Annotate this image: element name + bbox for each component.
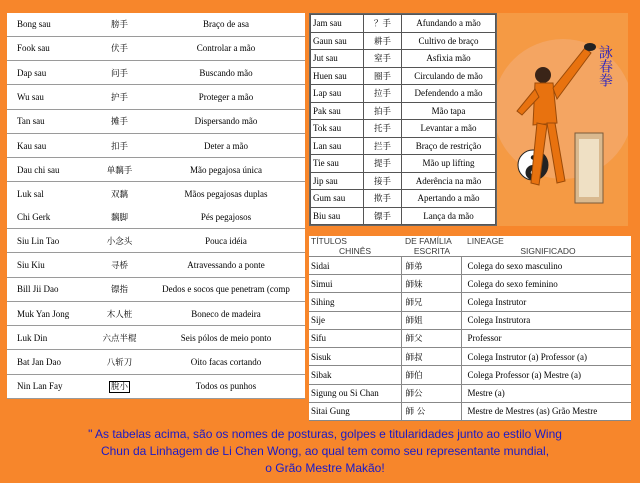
- postures-table-top-right: [309, 13, 497, 226]
- term-meaning: [147, 326, 305, 350]
- term-name-text: Siu Lin Tao: [17, 235, 60, 246]
- term-meaning-text: Controlar a mão: [196, 43, 256, 54]
- term-name-text: Kau sau: [17, 140, 47, 151]
- table-row: [311, 155, 496, 173]
- chinese-characters: [401, 366, 461, 384]
- postures-table-left: [7, 13, 305, 399]
- table-row: [311, 120, 496, 138]
- header-de-familia: DE FAMÍLIA: [405, 236, 452, 246]
- term-meaning: [147, 61, 305, 85]
- chinese-characters-text: 師父: [405, 334, 423, 345]
- term-name: [311, 137, 364, 155]
- chinese-characters-text: 摊手: [110, 117, 128, 128]
- chinese-characters: [92, 36, 147, 60]
- chinese-characters-text: 師公: [405, 389, 423, 400]
- chinese-characters: [401, 329, 461, 347]
- chinese-characters-text: 拍手: [373, 106, 391, 117]
- term-meaning: [402, 85, 496, 103]
- chinese-characters-text: 揿手: [373, 194, 391, 205]
- term-name: [309, 402, 401, 420]
- term-meaning: [402, 172, 496, 190]
- chinese-characters-text: 问手: [110, 68, 128, 79]
- term-meaning: [461, 402, 631, 420]
- term-meaning-text: Pés pegajosos: [200, 211, 252, 222]
- chinese-characters: [401, 402, 461, 420]
- chinese-characters: [401, 275, 461, 293]
- term-name: [7, 13, 92, 36]
- chinese-characters-text: 扣手: [110, 141, 128, 152]
- term-name-text: Bat Jan Dao: [17, 357, 61, 368]
- term-name: [311, 15, 364, 33]
- chinese-characters: [364, 172, 402, 190]
- term-name: [7, 182, 92, 205]
- term-meaning-text: Proteger a mão: [198, 91, 254, 102]
- term-name-text: Sifu: [311, 333, 327, 344]
- chinese-characters-text: 护手: [110, 92, 128, 103]
- term-name-text: Sitai Gung: [311, 406, 350, 417]
- table-header-row: [309, 246, 631, 257]
- term-meaning-text: Mão pegajosa única: [190, 164, 262, 175]
- chinese-characters: [364, 102, 402, 120]
- term-name-text: Jut sau: [313, 53, 338, 64]
- table-row: [309, 311, 631, 329]
- table-row: [7, 158, 305, 182]
- term-name-text: Sisuk: [311, 351, 332, 362]
- term-name-text: Sidai: [311, 260, 330, 271]
- term-meaning: [461, 348, 631, 366]
- term-meaning: [461, 329, 631, 347]
- term-meaning-text: Mestre de Mestres (as) Grão Mestre: [467, 406, 598, 417]
- term-name-text: Lap sau: [313, 88, 342, 99]
- table-row: [311, 32, 496, 50]
- master-kick-illustration: [497, 13, 628, 226]
- chinese-characters-text: 寻桥: [110, 260, 128, 271]
- term-name-text: Gaun sau: [313, 35, 347, 46]
- term-meaning: [147, 301, 305, 325]
- chinese-characters: [364, 207, 402, 225]
- term-meaning-text: Colega Instrutora: [467, 315, 531, 326]
- term-name: [7, 36, 92, 60]
- chinese-characters-text: 托手: [373, 124, 391, 135]
- term-name-text: Dap sau: [17, 67, 47, 78]
- term-meaning-text: Circulando de mão: [414, 70, 483, 81]
- term-meaning: [147, 85, 305, 109]
- chinese-characters: [364, 120, 402, 138]
- term-name: [7, 277, 92, 301]
- term-meaning: [402, 137, 496, 155]
- term-meaning: [147, 374, 305, 398]
- chinese-characters: [401, 257, 461, 275]
- chinese-characters-text: 镖手: [373, 211, 391, 222]
- term-meaning-text: Colega do sexo feminino: [467, 278, 558, 289]
- chinese-characters-text: 師弟: [405, 261, 423, 272]
- chinese-characters-text: 耕手: [373, 36, 391, 47]
- term-meaning-text: Colega Instrutor (a) Professor (a): [467, 351, 587, 362]
- term-meaning-text: Cultivo de braço: [418, 35, 479, 46]
- term-meaning-text: Mão tapa: [431, 105, 466, 116]
- caption-line-1: " As tabelas acima, são os nomes de posturas, golpes e titularidades junto ao estilo Wing: [88, 427, 562, 441]
- term-meaning-text: Defendendo a mão: [414, 88, 483, 99]
- chinese-characters-text: 膀手: [110, 20, 128, 31]
- table-row: [7, 61, 305, 85]
- table-row: [7, 205, 305, 228]
- chinese-characters: [92, 205, 147, 228]
- chinese-characters-text: 窒手: [373, 54, 391, 65]
- term-name: [309, 311, 401, 329]
- term-name-text: Sihing: [311, 297, 335, 308]
- table-row: [7, 182, 305, 205]
- term-meaning-text: Deter a mão: [204, 140, 248, 151]
- term-meaning: [461, 311, 631, 329]
- term-meaning-text: Braço de asa: [203, 19, 249, 30]
- chinese-characters: [92, 350, 147, 374]
- term-meaning: [147, 253, 305, 277]
- chinese-characters: [92, 61, 147, 85]
- table-row: [311, 207, 496, 225]
- chinese-characters-text: 圈手: [373, 71, 391, 82]
- chinese-characters-text: 伏手: [110, 44, 128, 55]
- table-row: [309, 293, 631, 311]
- term-name-text: Tie sau: [313, 158, 339, 169]
- term-name: [7, 109, 92, 133]
- table-row: [7, 36, 305, 60]
- calligraphy-text: 詠春拳: [597, 45, 613, 87]
- header-lineage: LINEAGE: [467, 236, 504, 246]
- chinese-characters: [92, 133, 147, 157]
- chinese-characters-text: 小念头: [106, 236, 133, 247]
- table-row: [311, 190, 496, 208]
- term-name: [7, 253, 92, 277]
- header-significado: SIGNIFICADO: [461, 246, 631, 257]
- chinese-characters: [92, 85, 147, 109]
- term-meaning-text: Atravessando a ponte: [187, 259, 265, 270]
- table-row: [309, 348, 631, 366]
- term-meaning-text: Lança da mão: [423, 210, 474, 221]
- chinese-characters: [401, 384, 461, 402]
- term-meaning-text: Pouca idéia: [205, 235, 247, 246]
- term-meaning: [461, 366, 631, 384]
- table-row: [311, 102, 496, 120]
- table-row: [309, 384, 631, 402]
- table-row: [309, 257, 631, 275]
- chinese-characters: [364, 155, 402, 173]
- term-name: [311, 172, 364, 190]
- table-row: [309, 275, 631, 293]
- term-name-text: Biu sau: [313, 210, 341, 221]
- term-name: [311, 155, 364, 173]
- term-name: [311, 67, 364, 85]
- table-row: [7, 133, 305, 157]
- table-row: [7, 350, 305, 374]
- chinese-characters-text: 木人桩: [106, 309, 133, 320]
- term-meaning-text: Colega do sexo masculino: [467, 260, 563, 271]
- caption-text: [30, 426, 620, 477]
- term-meaning-text: Colega Professor (a) Mestre (a): [467, 369, 581, 380]
- term-name-text: Wu sau: [17, 91, 44, 102]
- term-meaning: [402, 120, 496, 138]
- term-name-text: Dau chi sau: [17, 164, 60, 175]
- caption-line-2: Chun da Linhagem de Li Chen Wong, ao qual tem como seu representante mundial,: [100, 444, 550, 458]
- term-meaning: [147, 36, 305, 60]
- term-name: [311, 102, 364, 120]
- table-row: [7, 109, 305, 133]
- chinese-characters: [364, 190, 402, 208]
- term-meaning-text: Boneco de madeira: [191, 308, 261, 319]
- term-meaning-text: Asfixia mão: [426, 53, 471, 64]
- term-meaning: [147, 133, 305, 157]
- term-name-text: Tok sau: [313, 123, 342, 134]
- chinese-characters-text: 師伯: [405, 370, 423, 381]
- chinese-characters-text: 師兄: [405, 298, 423, 309]
- term-meaning: [147, 13, 305, 36]
- term-name: [311, 120, 364, 138]
- chinese-characters-text: 拉手: [373, 89, 391, 100]
- table-row: [7, 277, 305, 301]
- term-meaning-text: Levantar a mão: [420, 123, 477, 134]
- term-name: [7, 205, 92, 228]
- term-meaning: [402, 50, 496, 68]
- table-header-row: [309, 236, 631, 246]
- header-titulos: TÍTULOS: [311, 236, 347, 246]
- chinese-characters: [92, 326, 147, 350]
- term-name: [309, 293, 401, 311]
- term-name-text: Sije: [311, 315, 326, 326]
- chinese-characters-text: 師 公: [405, 407, 426, 418]
- term-name-text: Jam sau: [313, 18, 342, 29]
- table-row: [311, 15, 496, 33]
- term-meaning: [147, 205, 305, 228]
- term-meaning: [402, 15, 496, 33]
- table-row: [309, 329, 631, 347]
- chinese-characters: [364, 50, 402, 68]
- term-name: [7, 229, 92, 253]
- term-name: [309, 348, 401, 366]
- term-meaning-text: Mão up lifting: [422, 158, 475, 169]
- term-name-text: Chi Gerk: [17, 211, 51, 222]
- term-name-text: Sibak: [311, 369, 332, 380]
- term-meaning-text: Mestre (a): [467, 388, 505, 399]
- term-meaning-text: Todos os punhos: [195, 381, 257, 392]
- chinese-characters: [92, 301, 147, 325]
- chinese-characters-text: 双黐: [110, 189, 128, 200]
- term-name-text: Jip sau: [313, 175, 338, 186]
- term-name-text: Nin Lan Fay: [17, 381, 63, 392]
- term-meaning-text: Afundando a mão: [416, 18, 481, 29]
- term-name: [311, 85, 364, 103]
- term-meaning: [147, 182, 305, 205]
- chinese-characters: [364, 32, 402, 50]
- term-name-text: Luk Din: [17, 332, 48, 343]
- table-row: [7, 85, 305, 109]
- chinese-characters: [92, 13, 147, 36]
- chinese-characters-text: 拦手: [373, 141, 391, 152]
- chinese-characters: [92, 158, 147, 182]
- term-name: [7, 85, 92, 109]
- chinese-characters: [364, 85, 402, 103]
- term-meaning: [147, 109, 305, 133]
- chinese-characters: [401, 348, 461, 366]
- chinese-characters: [92, 374, 147, 398]
- term-meaning: [402, 32, 496, 50]
- term-meaning-text: Oito facas cortando: [190, 357, 262, 368]
- wing-chun-master-photo: [497, 13, 628, 226]
- term-name: [311, 50, 364, 68]
- term-meaning: [461, 293, 631, 311]
- table-row: [7, 326, 305, 350]
- term-name: [7, 61, 92, 85]
- term-name: [311, 207, 364, 225]
- chinese-characters: [364, 67, 402, 85]
- table-row: [311, 50, 496, 68]
- term-meaning-text: Braço de restrição: [415, 140, 482, 151]
- chinese-characters: [92, 109, 147, 133]
- term-name: [309, 275, 401, 293]
- term-name: [7, 301, 92, 325]
- chinese-characters-text: 六点半棍: [102, 333, 137, 344]
- term-name-text: Bill Jii Dao: [17, 284, 59, 295]
- term-meaning: [402, 67, 496, 85]
- term-name-text: Bong sau: [17, 19, 51, 30]
- term-meaning: [461, 257, 631, 275]
- term-name-text: Luk sal: [17, 188, 44, 199]
- chinese-characters: [92, 277, 147, 301]
- chinese-characters: [401, 293, 461, 311]
- term-name-text: Tan sau: [17, 116, 45, 127]
- term-name-text: Pak sau: [313, 105, 341, 116]
- table-row: [311, 67, 496, 85]
- table-row: [7, 13, 305, 36]
- chinese-characters: [364, 15, 402, 33]
- term-name-text: Lan sau: [313, 140, 342, 151]
- table-row: [7, 229, 305, 253]
- term-meaning: [147, 277, 305, 301]
- chinese-characters-text: 黐脚: [110, 212, 128, 223]
- chinese-characters-text: 单黐手: [106, 165, 133, 176]
- table-row: [7, 253, 305, 277]
- term-meaning-text: Aderência na mão: [415, 175, 482, 186]
- term-meaning: [147, 158, 305, 182]
- term-meaning-text: Dispersando mão: [194, 116, 258, 127]
- term-name-text: Sigung ou Si Chan: [311, 388, 379, 399]
- chinese-characters-text: ？手: [373, 19, 391, 30]
- term-meaning-text: Colega Instrutor: [467, 297, 527, 308]
- chinese-characters-text: 師姐: [405, 316, 423, 327]
- table-row: [311, 172, 496, 190]
- chinese-characters: [92, 229, 147, 253]
- term-name: [309, 366, 401, 384]
- header-chines: CHINÊS: [309, 246, 401, 257]
- chinese-characters: [92, 253, 147, 277]
- term-name-text: Huen sau: [313, 70, 347, 81]
- term-name-text: Fook sau: [17, 43, 50, 54]
- term-meaning-text: Seis pólos de meio ponto: [180, 332, 272, 343]
- term-meaning: [402, 190, 496, 208]
- term-meaning-text: Mãos pegajosas duplas: [184, 188, 268, 199]
- table-row: [311, 85, 496, 103]
- table-row: [7, 374, 305, 398]
- term-name: [7, 326, 92, 350]
- term-meaning-text: Professor: [467, 333, 502, 344]
- chinese-characters: [401, 311, 461, 329]
- term-name: [7, 374, 92, 398]
- table-row: [7, 301, 305, 325]
- table-row: [309, 402, 631, 420]
- chinese-characters-text: 師妹: [405, 279, 423, 290]
- term-name: [311, 32, 364, 50]
- term-name-text: Gum sau: [313, 193, 346, 204]
- term-name-text: Siu Kiu: [17, 259, 45, 270]
- term-meaning: [147, 350, 305, 374]
- chinese-characters-text: 脫小: [110, 382, 128, 393]
- term-name-text: Simui: [311, 278, 333, 289]
- term-meaning: [461, 384, 631, 402]
- chinese-characters-text: 接手: [373, 176, 391, 187]
- term-name: [7, 158, 92, 182]
- table-row: [309, 366, 631, 384]
- chinese-characters: [364, 137, 402, 155]
- term-name-text: Muk Yan Jong: [17, 308, 70, 319]
- term-meaning: [147, 229, 305, 253]
- term-meaning-text: Dedos e socos que penetram (comp: [162, 284, 290, 295]
- caption-line-3: o Grão Mestre Makão!: [265, 461, 385, 475]
- term-name: [309, 257, 401, 275]
- chinese-characters-text: 師叔: [405, 352, 423, 363]
- term-meaning: [402, 155, 496, 173]
- table-row: [311, 137, 496, 155]
- term-name: [309, 329, 401, 347]
- term-name: [7, 350, 92, 374]
- chinese-characters: [92, 182, 147, 205]
- term-meaning-text: Apertando a mão: [417, 193, 480, 204]
- lineage-titles-table: [309, 236, 631, 421]
- chinese-characters-text: 八斩刀: [106, 358, 133, 369]
- header-escrita: ESCRITA: [401, 246, 461, 257]
- term-meaning: [461, 275, 631, 293]
- term-meaning: [402, 207, 496, 225]
- chinese-characters-text: 镖指: [110, 285, 128, 296]
- term-name: [309, 384, 401, 402]
- term-name: [7, 133, 92, 157]
- term-name: [311, 190, 364, 208]
- term-meaning-text: Buscando mão: [199, 67, 253, 78]
- chinese-characters-text: 提手: [373, 159, 391, 170]
- term-meaning: [402, 102, 496, 120]
